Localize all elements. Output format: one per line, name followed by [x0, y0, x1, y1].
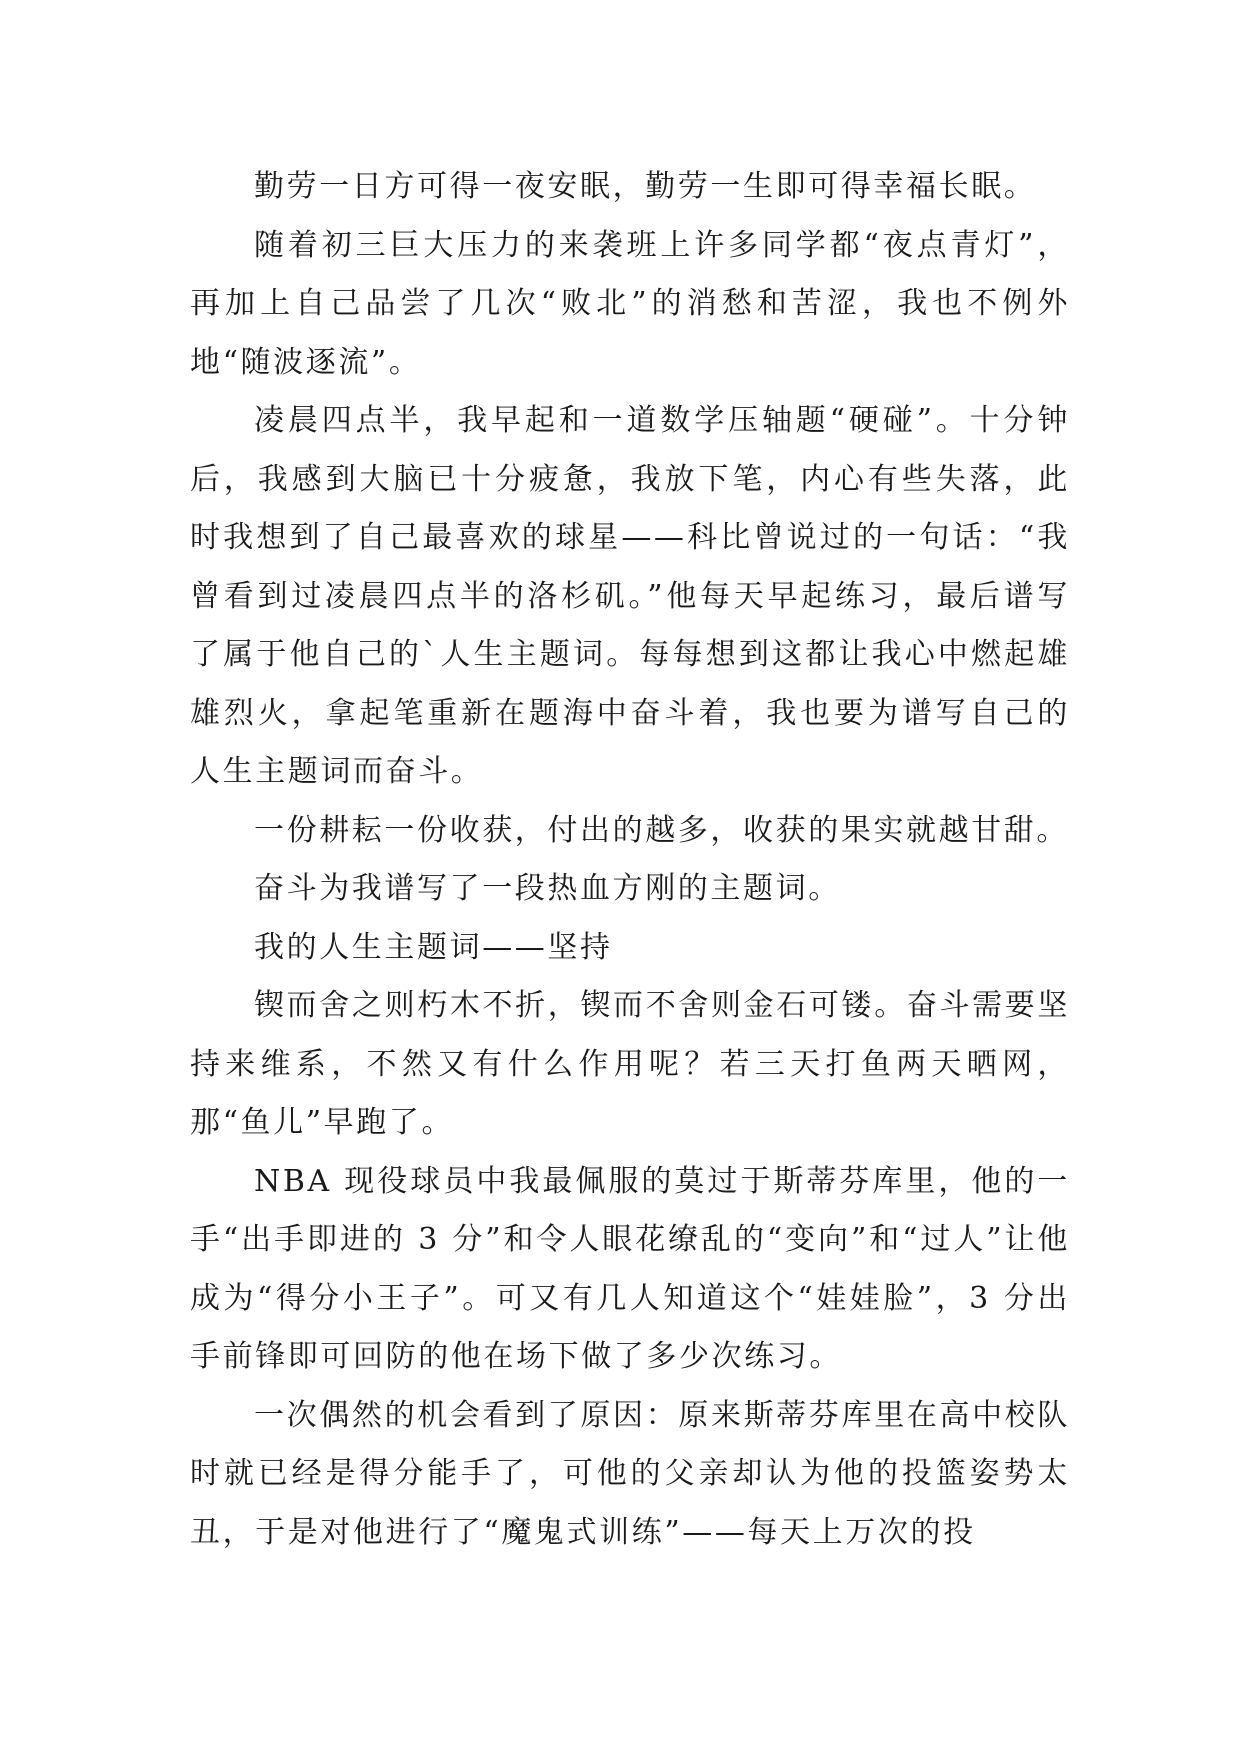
paragraph: 勤劳一日方可得一夜安眠，勤劳一生即可得幸福长眠。	[254, 169, 1037, 204]
paragraph: 随着初三巨大压力的来袭班上许多同学都“夜点青灯”，再加上自己品尝了几次“败北”的消愁和苦涩，我也不例外地“随波逐流”。	[190, 227, 1070, 380]
paragraph: NBA 现役球员中我最佩服的莫过于斯蒂芬库里，他的一手“出手即进的 3 分”和令人眼花缭乱的“变向”和“过人”让他成为“得分小王子”。可又有几人知道这个“娃娃脸”，3 分出手前锋即可回防的他在场下做了多少次练习。	[190, 1163, 1070, 1374]
document-body	[190, 158, 1070, 1562]
paragraph: 锲而舍之则朽木不折，锲而不舍则金石可镂。奋斗需要坚持来维系，不然又有什么作用呢？若三天打鱼两天晒网，那“鱼儿”早跑了。	[190, 988, 1070, 1140]
paragraph: 一次偶然的机会看到了原因：原来斯蒂芬库里在高中校队时就已经是得分能手了，可他的父亲却认为他的投篮姿势太丑，于是对他进行了“魔鬼式训练”——每天上万次的投	[190, 1397, 1070, 1550]
paragraph: 凌晨四点半，我早起和一道数学压轴题“硬碰”。十分钟后，我感到大脑已十分疲惫，我放下笔，内心有些失落，此时我想到了自己最喜欢的球星——科比曾说过的一句话：“我曾看到过凌晨四点半的洛杉矶。”他每天早起练习，最后谱写了属于他自己的`人生主题词。每每想到这都让我心中燃起雄雄烈火，拿起笔重新在题海中奋斗着，我也要为谱写自己的人生主题词而奋斗。	[190, 403, 1070, 789]
paragraph: 我的人生主题词——坚持	[254, 929, 613, 965]
paragraph: 一份耕耘一份收获，付出的越多，收获的果实就越甘甜。	[254, 812, 1069, 848]
paragraph: 奋斗为我谱写了一段热血方刚的主题词。	[254, 871, 841, 906]
